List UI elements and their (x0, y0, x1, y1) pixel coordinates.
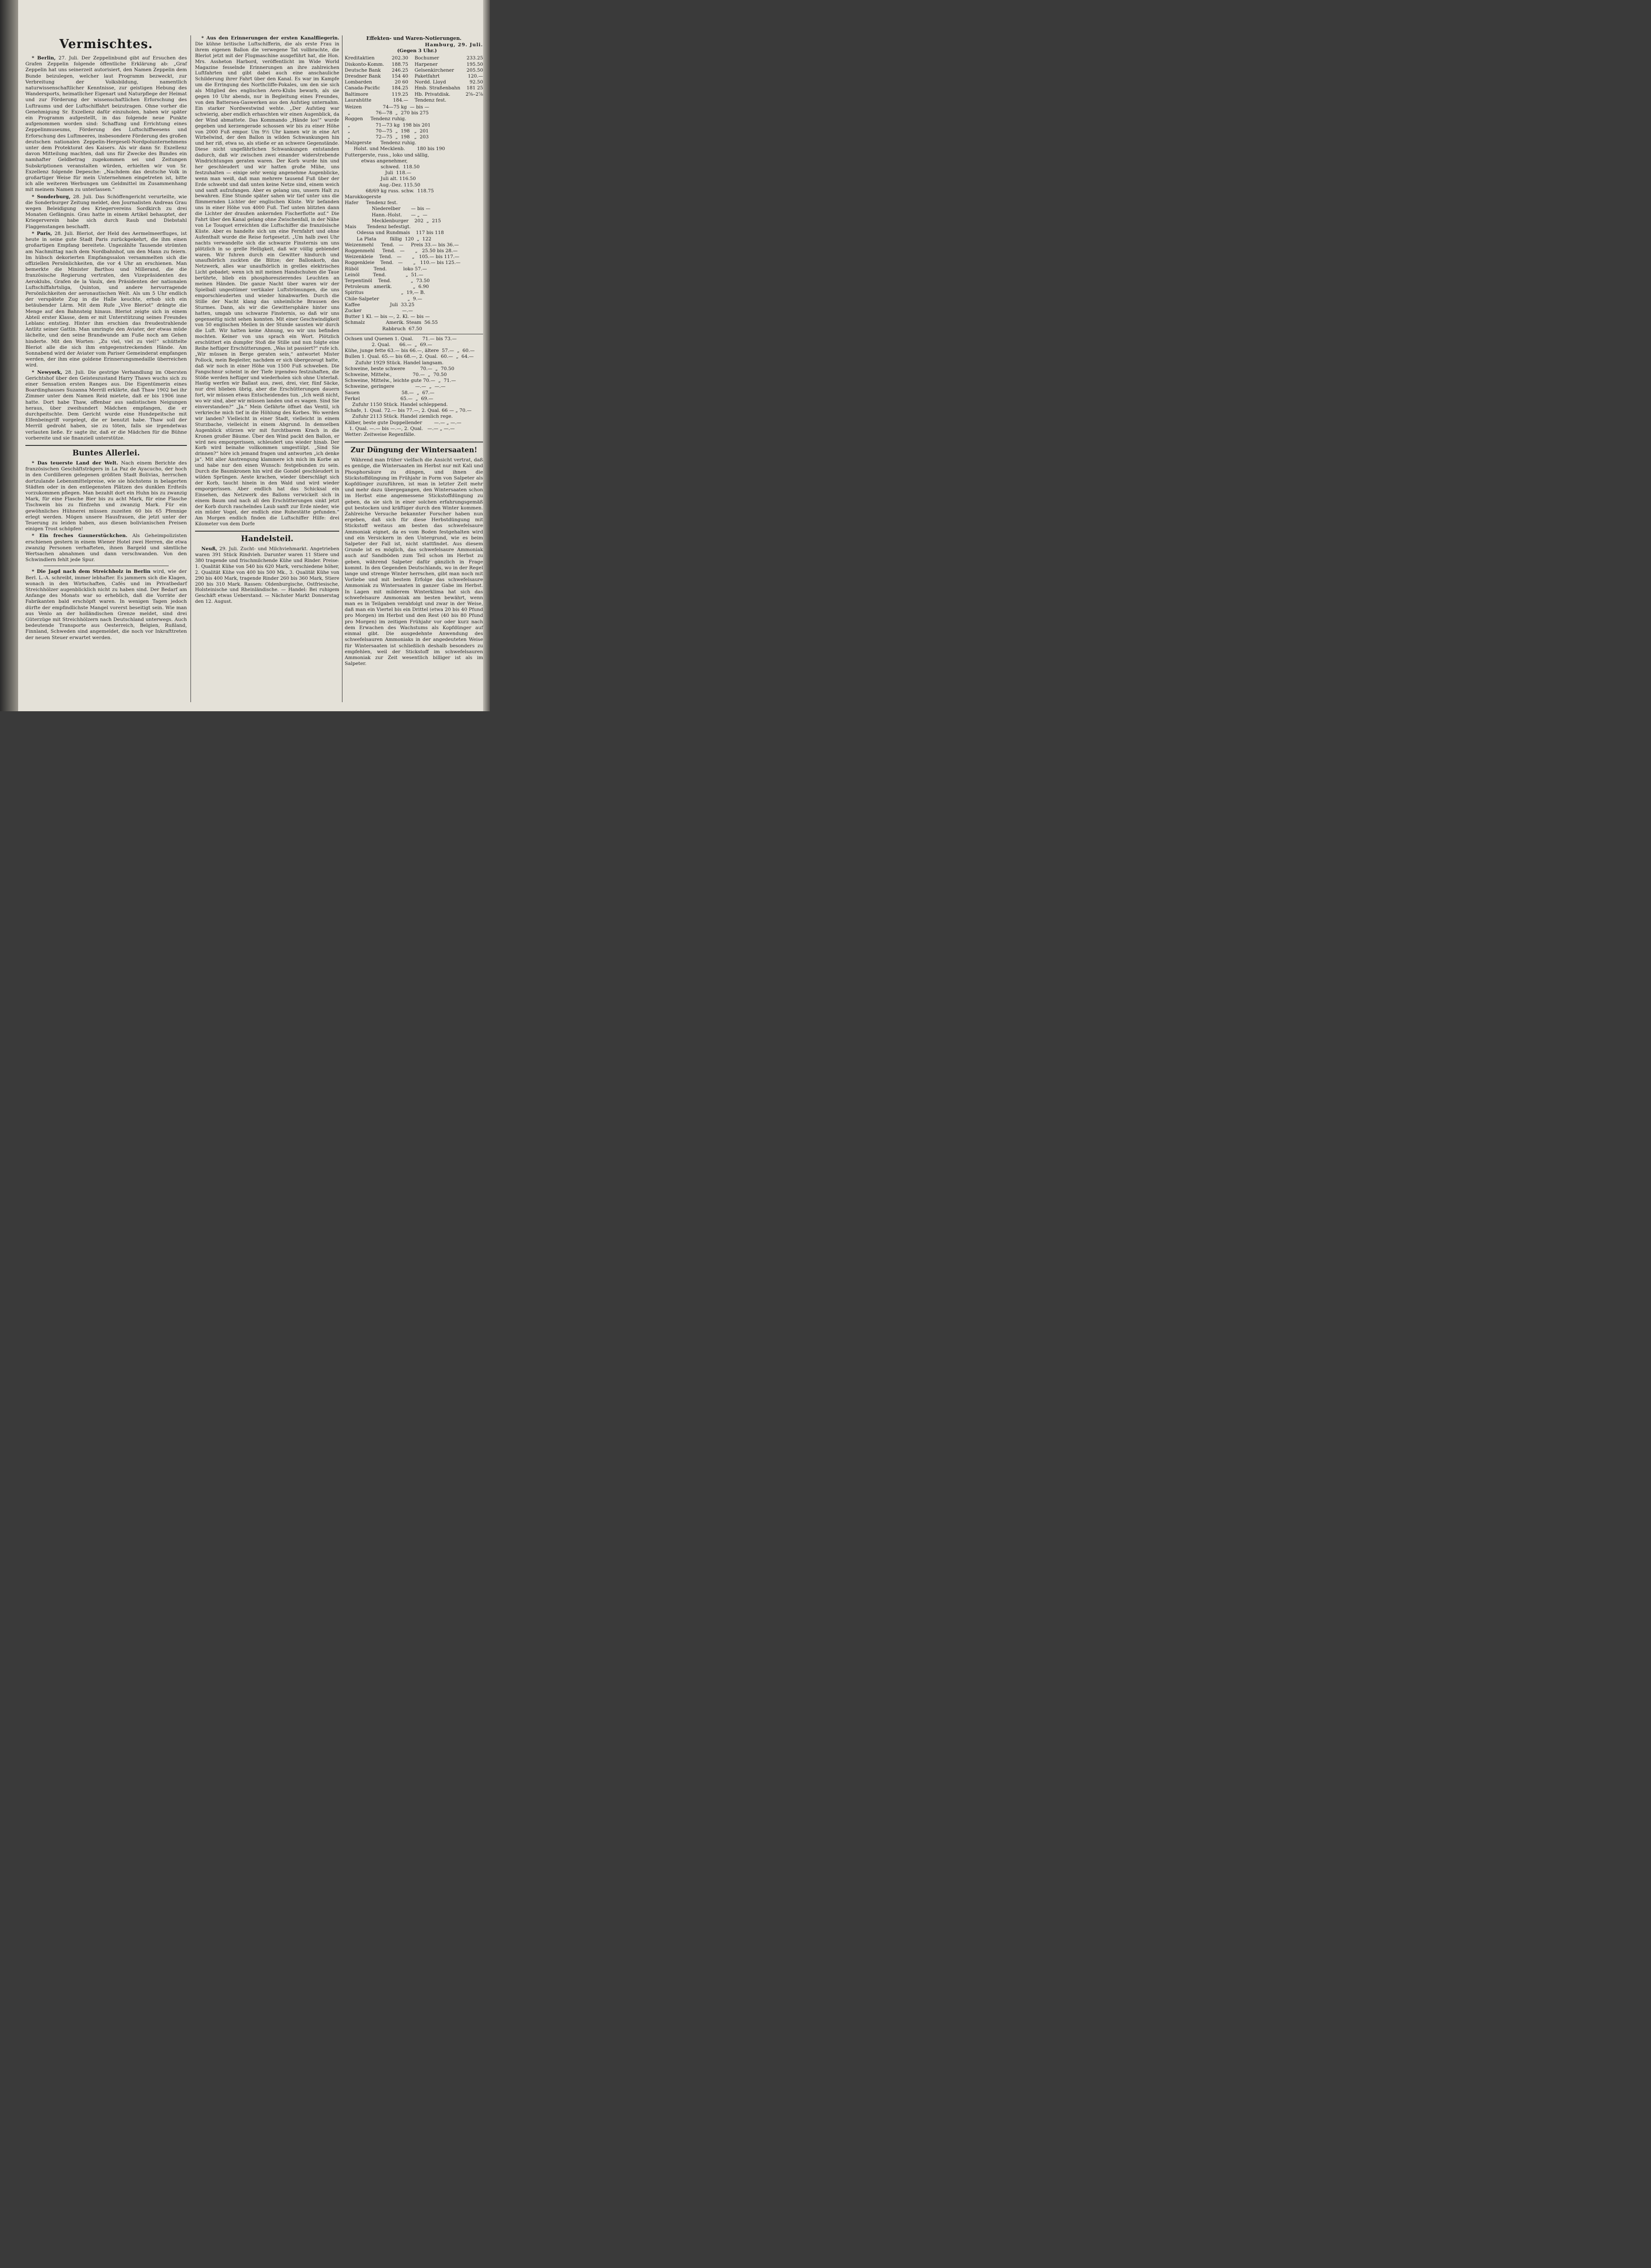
article-text: 29. Juli. Zucht- und Milchviehmarkt. Angetrieben waren 391 Stück Rindvieh. Darunter waren 11 Stiere und 380 tragende und frischmilchende Kühe und Rinder. Preise: 1. Qualität Kühe von 540 bis 620 Mark, verschiedene höher, 2. Qualität Kühe von 400 bis 500 Mk., 3. Qualität Kühe von 290 bis 400 Mark, tragende Rinder 260 bis 360 Mark, Stiere 200 bis 310 Mark. Rassen: Oldenburgische, Ostfriesische, Holsteinische und Rheinländische. — Handel: Bei ruhigem Geschäft etwas Ueberstand. — Nächster Markt Donnerstag den 12. August. (195, 546, 339, 605)
stock-name: Gelsenkirchener (415, 67, 454, 73)
commodity-row: „ 71—73 kg 198 bis 201 (345, 122, 431, 128)
commodity-row: Roggenmehl Tend. — „ 25.50 bis 28.— (345, 248, 458, 254)
stock-name: Hb. Privatdisk. (415, 91, 450, 97)
article-dateline: * Berlin, (32, 55, 56, 61)
section-divider (345, 441, 483, 443)
commodity-row: Niederelber — bis — (345, 206, 430, 212)
livestock-row: Schweine, Mittelw., 70.— „ 70.50 (345, 371, 447, 377)
livestock-row: Schweine, geringere —.— „ —.— (345, 384, 446, 390)
market-time: (Gegen 3 Uhr.) (397, 48, 437, 54)
stock-price: 205.50 (466, 67, 483, 73)
article-berlin (25, 55, 187, 193)
article-newyork (25, 370, 187, 441)
stock-name: Canada-Pacific (345, 85, 381, 91)
article-text: 27. Juli. Der Zeppelinbund gibt auf Ersuchen des Grafen Zeppelin folgende öffentliche Erklärung ab: „Graf Zeppelin hat uns seinerzeit autorisiert, den Namen Zeppelin dem Bunde beizulegen, welcher laut Programm bezweckt, zur Verbreitung der Volksbildung, namentlich naturwissenschaftlicher Kenntnisse, zur geistigen Hebung des Wandersports, heimatlicher Eigenart und Naturpflege der Heimat und zur Förderung der wissenschaftlichen Erforschung des Luftraums und der Luftschiffahrt beizutragen. Ohne vorher die Genehmigung Sr. Exzellenz dafür einzuholen, haben wir später ein Programm aufgestellt, in das folgende neue Punkte aufgenommen worden sind: Schaffung und Errichtung eines Zeppelinmuseums, Förderung des Luftschiffwesens und Erforschung des Luftmeeres, insbesondere Förderung des großen deutschen nationalen Zeppelin-Hergesell-Nordpolunternehmens unter dem Protektorat des Kaisers. Als wir dann Sr. Exzellenz davon Mitteilung machten, daß uns für Zwecke des Bundes ein namhafter Geldbetrag zugekommen sei und Zeitungen Subskriptionen veranstalten würden, erhielten wir von Sr. Exzellenz folgende Depesche: „Nachdem das deutsche Volk in großartiger Weise für mein Unternehmen eingetreten ist, bitte ich alle weiteren Werbungen um Geldmittel im Zusammenhang mit meinem Namen zu unterlassen.“ (25, 55, 187, 193)
stock-row (345, 85, 483, 91)
stock-price: 2⅝–2⅞ (465, 91, 483, 97)
livestock-row: 2. Qual. 66.— „ 69.— (345, 342, 432, 347)
commodity-row: Marokkogerste (345, 194, 381, 200)
commodity-row: Holst. und Mecklenb. 180 bis 190 (345, 146, 445, 152)
article-text: wird, wie der Berl. L.-A. schreibt, immer lebhafter. Es jammern sich die Klagen, wonach in den Wirtschaften, Cafés und im Privatbedarf Streichhölzer augenblicklich nicht zu haben sind. Der Bedarf am Anfange des Monats war so erheblich, daß die Vorräte der Fabrikanten bald erschöpft waren. In wenigen Tagen jedoch dürfte der empfindlichste Mangel vorerst beseitigt sein. Wie man aus Venlo an der holländischen Grenze meldet, sind drei Güterzüge mit Streichhölzern nach Deutschland unterwegs. Auch bedeutende Transporte aus Oesterreich, Belgien, Rußland, Finnland, Schweden sind angemeldet, die noch vor Inkrafttreten der neuen Steuer erwartet werden. (25, 569, 187, 640)
stock-row (345, 98, 483, 103)
livestock-row: Kälber, beste gute Doppellender —.— „ —.— (345, 420, 462, 425)
article-duengung: Während man früher vielfach die Ansicht vertrat, daß es genüge, die Wintersaaten im Herbst nur mit Kali und Phosphorsäure zu düngen, und ihnen die Stickstoffdüngung im Frühjahr in Form von Salpeter als Kopfdünger zuzuführen, ist man in letzter Zeit mehr und mehr dazu übergegangen, den Wintersaaten schon im Herbst eine angemessene Stickstoffdüngung zu geben, da sie sich in einer solchen erfahrungsgemäß gut bestocken und kräftiger durch den Winter kommen. Zahlreiche Versuche bekannter Forscher haben nun ergeben, daß sich für diese Herbstdüngung mit Stickstoff weitaus am besten das schwefelsaure Ammoniak eignet, da es vom Boden festgehalten wird und ein Versickern in den Untergrund, wie es beim Salpeter der Fall ist, nicht stattfindet. Aus diesem Grunde ist es möglich, das schwefelsaure Ammoniak auch auf Sandböden zum Teil schon im Herbst zu geben, während Salpeter dafür gänzlich in Frage kommt. In den Gegenden Deutschlands, wo in der Regel lange und strenge Winter herrschen, gibt man noch mit Vorliebe und mit bestem Erfolge das schwefelsaure Ammoniak zu Wintersaaten in ganzer Gabe im Herbst. In Lagen mit milderem Winterklima hat sich das schwefelsaure Ammoniak am besten bewährt, wenn man es in Teilgaben verabfolgt und zwar in der Weise, daß man ein Viertel bis ein Drittel (etwa 20 bis 40 Pfund pro Morgen) im Herbst und den Rest (40 bis 80 Pfund pro Morgen) im zeitigen Frühjahr vor oder kurz nach dem Erwachen des Wachstums als Kopfdünger auf einmal gibt. Die ausgedehnte Anwendung des schwefelsauren Ammoniaks in der angedeuteten Weise für Wintersaaten ist schließlich deshalb besonders zu empfehlen, weil der Stickstoff im schwefelsauren Ammoniak zur Zeit wesentlich billiger ist als im Salpeter. (345, 457, 483, 667)
article-text: Die kühne britische Luftschifferin, die als erste Frau in ihrem eigenen Ballon die verwegene Tat vollbrachte, die Bleriot jetzt mit der Flugmaschine ausgeführt hat, die Hon. Mrs. Assheton Harbord, veröffentlicht im Wide World Magazine fesselnde Erinnerungen an ihre zahlreichen Luftfahrten und gibt dabei auch eine anschauliche Schilderung ihrer Fahrt über den Kanal. Es war im Kampfe um die Erringung des Northcliffe-Pokales, um den sie sich als Mitglied des englischen Aero-Klubs bewarb, als sie gegen 10 Uhr abends, nur in Begleitung eines Freundes, von den Battersea-Gaswerken aus den Aufstieg unternahm. Ein starker Nordwestwind wehte. „Der Aufstieg war schwierig, aber endlich erhaschten wir einen Augenblick, da der Wind abmattete. Das Kommando „Hände los!“ wurde gegeben und kerzengerade schossen wir bis zu einer Höhe von 2000 Fuß empor. Um 9½ Uhr kamen wir in eine Art Wirbelwind, der den Ballon in wilden Schwankungen hin und her riß, etwa so, als stieße er an schwere Gegenstände. Diese nicht ungefährlichen Schwankungen entstanden dadurch, daß wir zwischen zwei einander widerstrebende Windrichtungen geraten waren. Der Korb wurde hin und her geschleudert und wir hatten große Mühe, uns festzuhalten — einige sehr wenig angenehme Augenblicke, wenn man weiß, daß man mehrere tausend Fuß über der Erde schwebt und daß unten keine Netze sind, einem weich und sanft aufzufangen. Aber es gelang uns, unsern Halt zu bewahren. Eine Stunde später sahen wir tief unter uns die flimmernden Lichter der englischen Küste. Wir befanden uns in einer Höhe von 4000 Fuß. Tief unten blitzten dann die Lichter der draußen ankernden Fischerflotte auf.“ Die Fahrt über den Kanal gelang ohne Zwischenfall, in der Nähe von Le Touquet erreichten die Luftschiffer die französische Küste. Aber es handelte sich um eine Fernfahrt und ohne Aufenthalt wurde die Reise fortgesetzt. „Um halb zwei Uhr nachts verwandelte sich die schwarze Finsternis um uns plötzlich in so grelle Helligkeit, daß wir völlig geblendet waren. Wir fuhren durch ein Gewitter hindurch und unaufhörlich zuckten die Blitze; der Ballonkorb, das Netzwerk, alles war unaufhörlich in grelles elektrisches Licht gebadet; wenn ich mit meinen Handschuhen die Taue berührte, blieb ein phosphoreszierendes Leuchten an meinen Händen. Die ganze Nacht über waren wir der Spielball ungestümer vertikaler Luftströmungen, die uns emporschleuderten und wieder hinabwarfen. Durch die Stille der Nacht klang das unheimliche Brausen des Sturmes. Dann, als wir die Gewittersphäre hinter uns hatten, umgab uns schwarze Finsternis, so daß wir uns gegenseitig nicht sehen konnten. Mit einer Geschwindigkeit von 50 englischen Meilen in der Stunde sausten wir durch die Luft. Wir hatten keine Ahnung, wo wir uns befinden mochten. Keiner von uns sprach ein Wort. Plötzlich erschüttert ein dumpfer Stoß die Stille und nun folgte eine Reihe heftiger Erschütterungen. „Was ist passiert?“ rufe ich. „Wir müssen in Berge geraten sein,“ antwortet Mister Pollock, mein Begleiter, nachdem er sich übergezeugt hatte, daß wir noch in einer Höhe von 1500 Fuß schweben. Die Fangschnur scheint in der Tiefe irgendwo festzuhaften, die Stöße werden heftiger und wiederholen sich ohne Unterlaß. Hastig werfen wir Ballast aus, zwei, drei, vier, fünf Säcke, nur drei blieben übrig, aber die Erschütterungen dauern fort, wir müssen etwas Entscheidendes tun. „Ich weiß nicht, wo wir sind, aber wir müssen landen und es wagen. Sind Sie einverstanden?“ „Ja.“ Mein Gefährte öffnet das Ventil, ich verkrieche mich tief in die Höhlung des Korbes. Wo werden wir landen? Vielleicht in einer Stadt, vielleicht in einem Sturzbache, vielleicht in einem Abgrund. In demselben Augenblick stürzen wir mit furchtbarem Krach in die Kronen großer Bäume. Über den Wind packt den Ballon, er wird neu emporgerissen, schleudert uns wieder hinab. Der Korb wird beinahe vollkommen umgestülpt. „Sind Sie drinnen?“ höre ich jemand fragen und antworten „ich denke ja“. Mit aller Anstrengung klammere ich mich im Korbe an und habe nur den einen Wunsch: festgebunden zu sein. Durch die Baumkronen hin wird die Gondel geschleudert in wilden Sprüngen. Aeste krachen, wieder überschlägt sich der Korb, taucht hinein in den Wald und wird wieder emporgerissen. Aber endlich hat das Schicksal ein Einsehen, das Netzwerk des Ballons verwickelt sich in einem Baum und nach all den Erschütterungen sinkt jetzt der Korb durch raschelndes Laub sanft zur Erde nieder, wie ein müder Vogel, der endlich eine Ruhestätte gefunden.“ Am Morgen endlich finden die Luftschiffer Hilfe: drei Kilometer von dem Dorfe (195, 41, 339, 527)
livestock-row: Zufuhr 2113 Stück. Handel ziemlich rege. (345, 414, 453, 420)
column-2 (195, 35, 339, 606)
article-text: 28. Juli. Das Schöffengericht verurteilte, wie die Sonderburger Zeitung meldet, den Journalisten Andreas Grau wegen Beleidigung des Kriegervereins Sordkirch zu drei Monaten Gefängnis. Grau hatte in einem Artikel behauptet, der Kriegerverein habe sich durch Raub und Diebstahl Flaggenstangen beschafft. (25, 194, 187, 230)
commodity-row: Rabbruch 67.50 (345, 326, 422, 332)
section-heading-vermischtes: Vermischtes. (59, 37, 153, 51)
livestock-row: Ochsen und Quenen 1. Qual. 71.— bis 73.— (345, 336, 457, 342)
article-teuerstes-land (25, 460, 187, 532)
stock-price: 202.30 (391, 55, 408, 61)
livestock-row: Wetter: Zeitweise Regenfälle. (345, 432, 415, 437)
commodity-row: Juli alt. 116.50 (345, 176, 416, 182)
stock-name: Tendenz fest. (415, 97, 447, 103)
commodity-row: Chile-Salpeter „ 9.— (345, 296, 422, 302)
stock-price: 20 60 (395, 79, 408, 85)
livestock-row: Ferkel 65.— „ 69.— (345, 396, 434, 401)
commodity-row: Rüböl Tend. loko 57.— (345, 266, 427, 272)
column-3 (345, 35, 483, 668)
stock-price: 184.25 (391, 85, 408, 91)
commodity-row: Weizenmehl Tend. — Preis 33.— bis 36.— (345, 242, 459, 248)
commodity-row: Juli 118.— (345, 170, 411, 176)
stock-row (345, 55, 483, 61)
commodity-row: La Plata fällig 120 „ 122 (345, 236, 431, 242)
commodity-row: Weizen 74—75 kg — bis — (345, 104, 430, 110)
stock-name: Bochumer (415, 55, 440, 61)
article-text: 28. Juli. Die gestrige Verhandlung im Obersten Gerichtshof über den Geisteszustand Harry Thaws wuchs sich zu einer Sensation ersten Ranges aus. Die Eigentümerin eines Boardinghauses Suzanna Merrill erklärte, daß Thaw 1902 bei ihr Zimmer unter dem Namen Reid mietete, daß er bis 1906 inne hatte. Dort habe Thaw, offenbar aus sadistischen Neigungen heraus, über zweihundert Mädchen empfangen, die er durchpeitschte. Dem Gericht wurde eine Hundepeitsche mit Elfenbeingriff vorgelegt, die er benutzt habe. Thaw soll der Merrill gedroht haben, sie zu töten, falls sie irgendetwas verlauten ließe. Er sagte ihr, daß er die Mädchen für die Bühne vorbereite und sie finanziell unterstütze. (25, 369, 187, 441)
commodity-row: Terpentinöl Tend. „ 73.50 (345, 278, 430, 284)
article-streichholz (25, 569, 187, 640)
commodity-row: Leinöl Tend. „ 51.— (345, 272, 424, 278)
article-headline: * Das teuerste Land der Welt. (32, 460, 118, 466)
article-text: Als Geheimpolizisten erschienen gestern in einem Wiener Hotel zwei Herren, die etwa zwanzig Personen verhafteten, ihnen Bargeld und sämtliche Wertsachen abnahmen und dann verschwanden. Von den Schwindlern fehlt jede Spur. (25, 533, 187, 563)
stock-quotes (345, 55, 483, 103)
commodity-row: Roggenkleie Tend. — „ 110.— bis 125.— (345, 260, 461, 266)
stock-name: Harpener (415, 61, 438, 67)
section-heading-buntes: Buntes Allerlei. (72, 449, 140, 458)
commodity-row: Roggen Tendenz ruhig. (345, 116, 406, 122)
section-heading-effekten: Effekten- und Waren-Notierungen. (366, 35, 462, 41)
article-dateline: * Newyork, (32, 369, 63, 375)
commodity-row: Weizenkleie Tend. — „ 105.— bis 117.— (345, 254, 459, 260)
stock-row (345, 73, 483, 79)
livestock-row: Zufuhr 1929 Stück. Handel langsam. (345, 360, 444, 366)
stock-price: 246.25 (391, 67, 408, 73)
article-text: 28. Juli. Bleriot, der Held des Aermelmeerfluges, ist heute in seine gute Stadt Paris zurückgekehrt, die ihm einen großartigen Empfang bereitete. Ungezählte Tausende strömten am Nachmittag nach dem Nordbahnhof, um den Mann zu feiern. Im hübsch dekorierten Empfangssalon versammelten sich die offiziellen Persönlichkeiten, die vor 4 Uhr an erschienen. Man bemerkte die Minister Barthou und Millerand, die die französische Regierung vertraten, den Vizepräsidenten des Aeroklubs, Grafen de la Vaulx, den Präsidenten der nationalen Luftschiffahrtsliga, Quinton, und andere hervorragende Persönlichkeiten der aeronautischen Welt. Als um 5 Uhr endlich der verspätete Zug in die Halle keuchte, erhob sich ein betäubender Lärm. Mit dem Rufe „Vive Bleriot“ drängte die Menge auf den Bahnsteig hinaus. Bleriot zeigte sich in einem Abteil erster Klasse, dem er mit Unterstützung seines Freundes Leblanc entstieg. Hinter ihm erschien das freudestrahlende Antlitz seiner Gattin. Man umringte den Aviater, der etwas müde lächelte, und den seine Brandwunde am Fuße noch am Gehen hinderte. Mit den Worten: „Zu viel, viel zu viel!“ schüttelte Bleriot alle die sich ihm entgegenstreckenden Hände. Am Sonnabend wird der Aviater vom Pariser Gemeinderat empfangen werden, der ihm eine goldene Erinnerungsmedaille überreichen wird. (25, 230, 187, 368)
commodity-row: Malzgerste Tendenz ruhig. (345, 140, 416, 146)
stock-price: 120.— (468, 73, 483, 79)
stock-row (345, 79, 483, 85)
commodity-row: „ 76—78 „ 270 bis 275 (345, 110, 429, 116)
stock-row (345, 92, 483, 98)
book-spine (0, 0, 18, 711)
livestock-row: Schweine, Mittelw., leichte gute 70.— „ 71.— (345, 378, 456, 384)
article-kanalfliegerin (195, 35, 339, 527)
section-heading-duengung: Zur Düngung der Wintersaaten! (350, 445, 478, 455)
stock-name: Laurahütte (345, 97, 371, 103)
commodity-row: Petroleum amerik. „ 6.90 (345, 284, 429, 290)
article-headline: * Die Jagd nach dem Streichholz in Berlin (32, 569, 151, 575)
livestock-row: Sauen 58.— „ 67.— (345, 390, 435, 396)
commodity-row: Hann.-Holst. — „ — (345, 212, 428, 218)
commodity-row: „ 70—75 „ 198 „ 201 (345, 128, 429, 134)
article-sonderburg (25, 194, 187, 230)
commodity-row: etwas angenehmer, (345, 158, 408, 164)
stock-price: 181 25 (466, 85, 483, 91)
market-dateline: Hamburg, 29. Juli. (425, 42, 483, 48)
article-dateline: Neuß, (201, 546, 217, 552)
stock-name: Baltimore (345, 91, 368, 97)
stock-name: Deutsche Bank (345, 67, 381, 73)
stock-name: Dresdner Bank (345, 73, 381, 79)
article-paris (25, 231, 187, 369)
stock-name: Lombarden (345, 79, 372, 85)
article-gaunerstueckchen (25, 533, 187, 563)
article-dateline: * Paris, (32, 230, 52, 236)
stock-price: 154 40 (391, 73, 408, 79)
commodity-quotes (345, 104, 483, 332)
commodity-row: Schmalz Amerik. Steam 56.55 (345, 320, 438, 326)
commodity-row: Zucker —.— (345, 308, 413, 313)
stock-name: Nordd. Lloyd (415, 79, 446, 85)
article-headline: * Aus den Erinnerungen der ersten Kanalfliegerin. (201, 35, 339, 41)
column-1 (25, 35, 187, 642)
column-rule-1 (190, 35, 191, 702)
stock-price: 119.25 (391, 91, 408, 97)
commodity-row: schwed. 118.50 (345, 164, 420, 170)
commodity-row: Mais Tendenz befestigt. (345, 224, 411, 230)
livestock-row: Bullen 1. Qual. 65.— bis 68.—, 2. Qual. 60.— „ 64.— (345, 354, 474, 360)
page-edge (483, 0, 490, 711)
stock-name: Kreditaktien (345, 55, 375, 61)
stock-price: 188.75 (391, 61, 408, 67)
commodity-row: Hafer Tendenz fest. (345, 200, 398, 206)
commodity-row: 68/69 kg russ. schw. 118.75 (345, 188, 434, 194)
stock-name: Hmb. Straßenbahn (415, 85, 460, 91)
commodity-row: Mecklenburger 202 „ 215 (345, 218, 441, 224)
livestock-row: Zufuhr 1150 Stück. Handel schleppend. (345, 401, 448, 407)
stock-name: Diskonto-Komm. (345, 61, 384, 67)
livestock-row: Schafe, 1. Qual. 72.— bis 77.—, 2. Qual. 66 — „ 70.— (345, 408, 472, 414)
stock-price: 195.50 (466, 61, 483, 67)
stock-name: Paketfahrt (415, 73, 440, 79)
stock-price: 92.50 (469, 79, 483, 85)
stock-price: 184.— (393, 97, 408, 103)
section-divider (25, 445, 187, 446)
article-dateline: * Sonderburg, (32, 194, 71, 200)
commodity-row: Spiritus „ 19,— B. (345, 290, 425, 296)
article-neuss (195, 546, 339, 605)
livestock-quotes (345, 336, 483, 438)
article-text: Nach einem Berichte des französischen Geschäftsträgers in La Paz de Ayacucho, der hoch in den Cordilleren gelegenen größten Stadt Bolivias, herrschen dortzulande Lebensmittelpreise, wie sie höchstens in belagerten Städten oder in den entlegensten Plätzen des dunklen Erdteils vorzukommen pflegen. Man bezahlt dort ein Huhn bis zu zwanzig Mark, für eine Flasche Bier bis zu acht Mark, für eine Flasche Tischwein bis zu fünfzehn und zwanzig Mark. Für ein gewöhnliches Hühnerei müssen zuzeiten 60 bis 65 Pfennige erlegt werden. Mögen unsere Hausfrauen, die jetzt unter der Teuerung zu leiden haben, aus diesen bolivianischen Preisen einigen Trost schöpfen! (25, 460, 187, 532)
stock-price: 233.25 (466, 55, 483, 61)
livestock-row: Kühe, junge fette 63.— bis 66.—, ältere 57.— „ 60.— (345, 348, 475, 354)
stock-row (345, 62, 483, 68)
stock-row (345, 68, 483, 73)
commodity-row: „ 72—75 „ 198 „ 203 (345, 134, 429, 140)
livestock-row: 1. Qual. —.— bis —.—, 2. Qual. —.— „ —.— (345, 425, 455, 431)
commodity-row: Kaffee Juli 33.25 (345, 302, 415, 308)
article-headline: * Ein freches Gaunerstückchen. (32, 533, 127, 539)
section-divider (195, 531, 339, 532)
livestock-row: Schweine, beste schwere 70.— „ 70.50 (345, 366, 454, 371)
commodity-row: Aug.-Dez. 115.50 (345, 182, 420, 188)
commodity-row: Butter 1 Kl. — bis —, 2. Kl. — bis — (345, 314, 430, 320)
commodity-row: Odessa und Rundmais 117 bis 118 (345, 230, 444, 236)
commodity-row: Futtergerste, russ., loko und sällig, (345, 152, 429, 158)
section-heading-handelsteil: Handelsteil. (241, 534, 293, 544)
